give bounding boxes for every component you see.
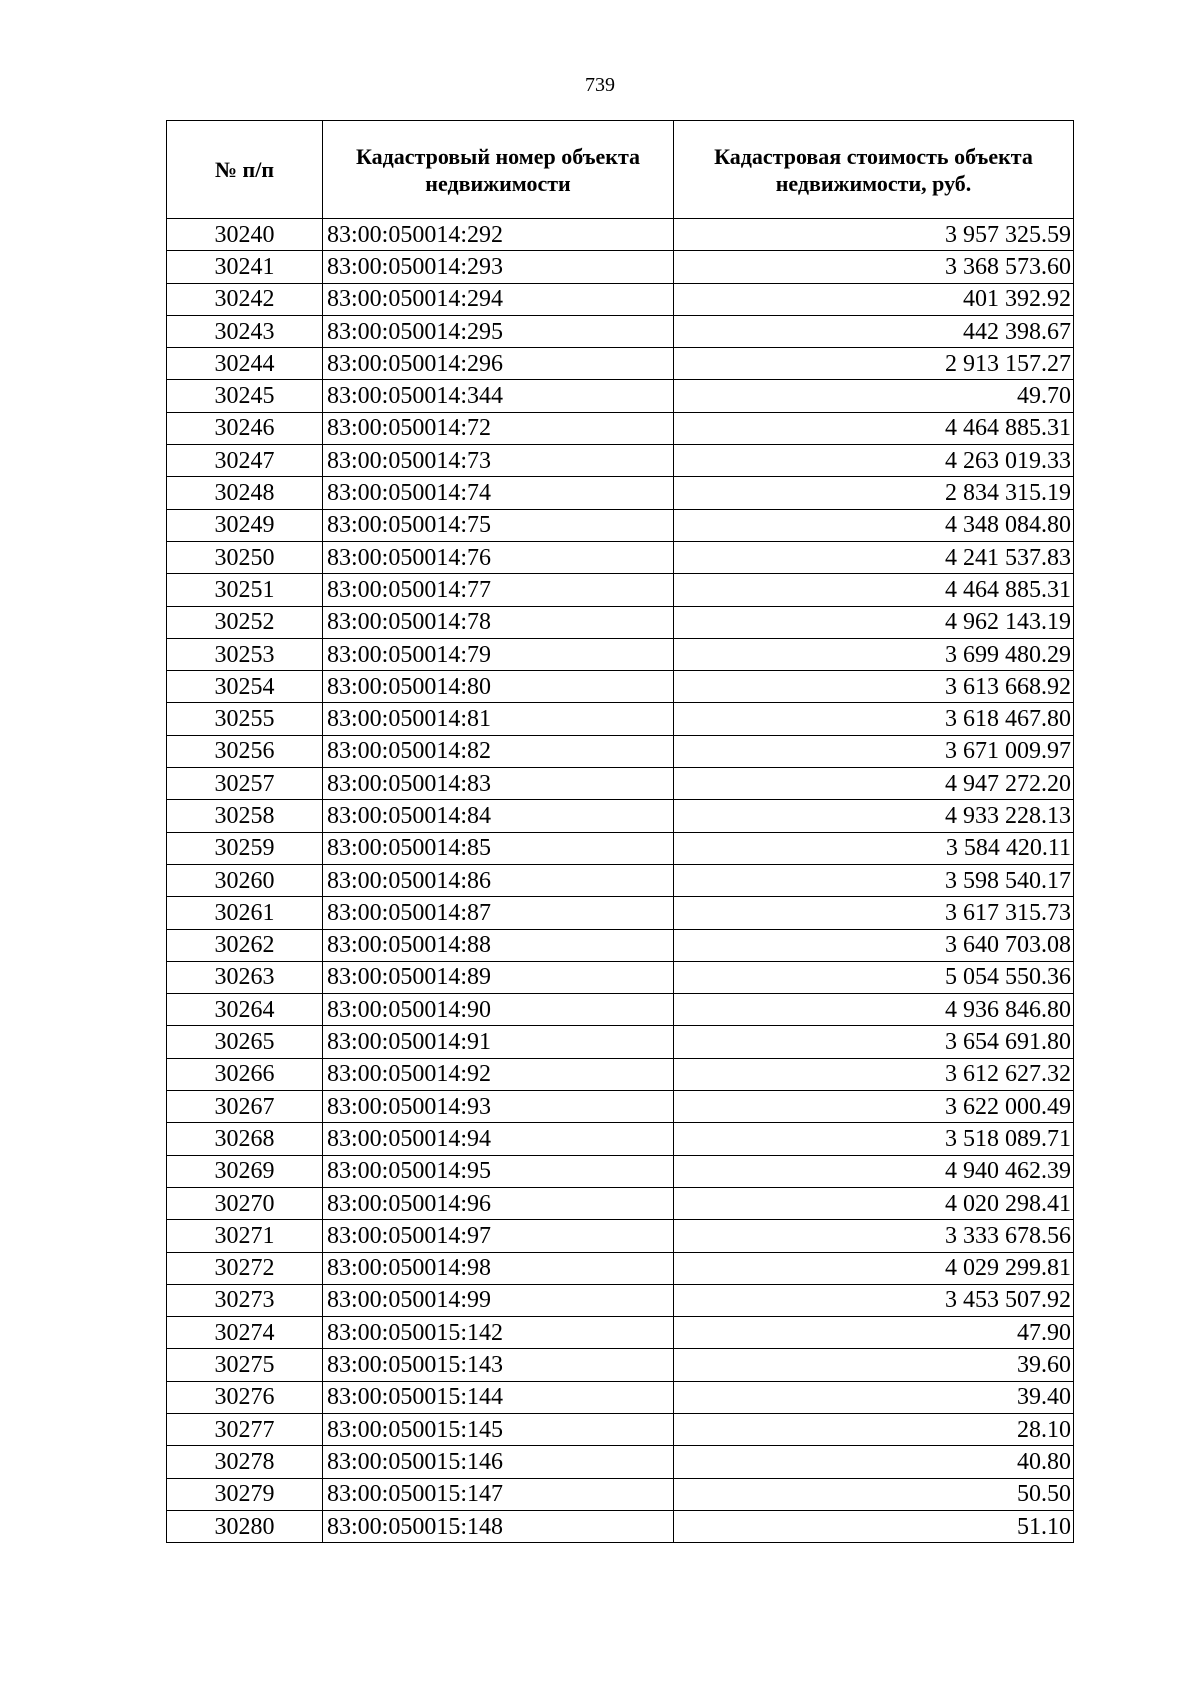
cadastral-value-cell: 4 936 846.80 [674, 994, 1074, 1026]
row-number-cell: 30278 [167, 1446, 323, 1478]
table-body [167, 219, 1074, 1543]
cadastral-number-cell: 83:00:050014:73 [323, 445, 674, 477]
cadastral-number-cell: 83:00:050015:142 [323, 1317, 674, 1349]
table-row [167, 897, 1074, 929]
row-number-cell: 30242 [167, 283, 323, 315]
cadastral-number-cell: 83:00:050015:145 [323, 1413, 674, 1445]
cadastral-value-cell: 4 241 537.83 [674, 541, 1074, 573]
cadastral-value-cell: 28.10 [674, 1413, 1074, 1445]
cadastral-value-cell: 4 348 084.80 [674, 509, 1074, 541]
table-row [167, 1478, 1074, 1510]
table-row [167, 1155, 1074, 1187]
cadastral-value-cell: 3 699 480.29 [674, 638, 1074, 670]
cadastral-value-cell: 47.90 [674, 1317, 1074, 1349]
row-number-cell: 30273 [167, 1284, 323, 1316]
cadastral-value-cell: 3 622 000.49 [674, 1091, 1074, 1123]
row-number-cell: 30258 [167, 800, 323, 832]
cadastral-number-cell: 83:00:050014:344 [323, 380, 674, 412]
row-number-cell: 30247 [167, 445, 323, 477]
cadastral-number-cell: 83:00:050014:95 [323, 1155, 674, 1187]
cadastral-value-cell: 40.80 [674, 1446, 1074, 1478]
cadastral-value-cell: 4 464 885.31 [674, 412, 1074, 444]
cadastral-value-cell: 3 618 467.80 [674, 703, 1074, 735]
cadastral-value-cell: 4 962 143.19 [674, 606, 1074, 638]
cadastral-value-cell: 4 947 272.20 [674, 768, 1074, 800]
header-cadastral-number: Кадастровый номер объекта недвижимости [323, 121, 674, 219]
row-number-cell: 30275 [167, 1349, 323, 1381]
cadastral-value-cell: 39.40 [674, 1381, 1074, 1413]
cadastral-number-cell: 83:00:050014:293 [323, 251, 674, 283]
cadastral-value-cell: 3 453 507.92 [674, 1284, 1074, 1316]
row-number-cell: 30264 [167, 994, 323, 1026]
row-number-cell: 30257 [167, 768, 323, 800]
cadastral-number-cell: 83:00:050014:72 [323, 412, 674, 444]
cadastral-value-cell: 3 584 420.11 [674, 832, 1074, 864]
cadastral-number-cell: 83:00:050014:85 [323, 832, 674, 864]
row-number-cell: 30280 [167, 1510, 323, 1542]
row-number-cell: 30246 [167, 412, 323, 444]
cadastral-value-cell: 401 392.92 [674, 283, 1074, 315]
cadastral-number-cell: 83:00:050014:77 [323, 574, 674, 606]
cadastral-number-cell: 83:00:050014:82 [323, 735, 674, 767]
cadastral-value-cell: 3 333 678.56 [674, 1220, 1074, 1252]
cadastral-value-cell: 2 913 157.27 [674, 348, 1074, 380]
cadastral-number-cell: 83:00:050014:91 [323, 1026, 674, 1058]
row-number-cell: 30248 [167, 477, 323, 509]
cadastral-number-cell: 83:00:050014:90 [323, 994, 674, 1026]
table-row [167, 1252, 1074, 1284]
row-number-cell: 30272 [167, 1252, 323, 1284]
row-number-cell: 30279 [167, 1478, 323, 1510]
cadastral-value-cell: 4 464 885.31 [674, 574, 1074, 606]
cadastral-number-cell: 83:00:050014:96 [323, 1187, 674, 1219]
cadastral-number-cell: 83:00:050014:80 [323, 671, 674, 703]
cadastral-value-cell: 3 612 627.32 [674, 1058, 1074, 1090]
cadastral-value-cell: 3 598 540.17 [674, 864, 1074, 896]
cadastral-number-cell: 83:00:050014:87 [323, 897, 674, 929]
row-number-cell: 30274 [167, 1317, 323, 1349]
table-row [167, 445, 1074, 477]
row-number-cell: 30240 [167, 219, 323, 251]
table-row [167, 541, 1074, 573]
cadastral-value-cell: 3 613 668.92 [674, 671, 1074, 703]
row-number-cell: 30255 [167, 703, 323, 735]
row-number-cell: 30245 [167, 380, 323, 412]
cadastral-value-cell: 3 518 089.71 [674, 1123, 1074, 1155]
table-row [167, 606, 1074, 638]
table-row [167, 1026, 1074, 1058]
table-row [167, 768, 1074, 800]
row-number-cell: 30265 [167, 1026, 323, 1058]
table-row [167, 638, 1074, 670]
table-row [167, 574, 1074, 606]
table-row [167, 800, 1074, 832]
cadastral-number-cell: 83:00:050015:143 [323, 1349, 674, 1381]
cadastral-number-cell: 83:00:050014:294 [323, 283, 674, 315]
row-number-cell: 30250 [167, 541, 323, 573]
cadastral-number-cell: 83:00:050014:84 [323, 800, 674, 832]
header-num: № п/п [167, 121, 323, 219]
cadastral-number-cell: 83:00:050014:98 [323, 1252, 674, 1284]
row-number-cell: 30271 [167, 1220, 323, 1252]
cadastral-number-cell: 83:00:050014:78 [323, 606, 674, 638]
row-number-cell: 30253 [167, 638, 323, 670]
row-number-cell: 30261 [167, 897, 323, 929]
table-row [167, 961, 1074, 993]
cadastral-table [166, 120, 1074, 1543]
cadastral-value-cell: 51.10 [674, 1510, 1074, 1542]
cadastral-number-cell: 83:00:050014:79 [323, 638, 674, 670]
table-row [167, 1187, 1074, 1219]
cadastral-value-cell: 3 368 573.60 [674, 251, 1074, 283]
table-row [167, 412, 1074, 444]
cadastral-value-cell: 3 957 325.59 [674, 219, 1074, 251]
row-number-cell: 30243 [167, 315, 323, 347]
row-number-cell: 30256 [167, 735, 323, 767]
cadastral-number-cell: 83:00:050014:88 [323, 929, 674, 961]
table-row [167, 1349, 1074, 1381]
table-row [167, 1284, 1074, 1316]
cadastral-number-cell: 83:00:050014:97 [323, 1220, 674, 1252]
table-row [167, 315, 1074, 347]
cadastral-value-cell: 4 940 462.39 [674, 1155, 1074, 1187]
table-row [167, 251, 1074, 283]
row-number-cell: 30260 [167, 864, 323, 896]
table-row [167, 1220, 1074, 1252]
table-row [167, 994, 1074, 1026]
cadastral-number-cell: 83:00:050014:295 [323, 315, 674, 347]
header-row [167, 121, 1074, 219]
table-row [167, 1317, 1074, 1349]
cadastral-value-cell: 2 834 315.19 [674, 477, 1074, 509]
table-row [167, 219, 1074, 251]
cadastral-number-cell: 83:00:050014:76 [323, 541, 674, 573]
table-row [167, 864, 1074, 896]
row-number-cell: 30251 [167, 574, 323, 606]
cadastral-number-cell: 83:00:050015:147 [323, 1478, 674, 1510]
cadastral-value-cell: 5 054 550.36 [674, 961, 1074, 993]
cadastral-number-cell: 83:00:050015:144 [323, 1381, 674, 1413]
cadastral-number-cell: 83:00:050014:89 [323, 961, 674, 993]
cadastral-value-cell: 3 671 009.97 [674, 735, 1074, 767]
cadastral-number-cell: 83:00:050014:86 [323, 864, 674, 896]
table-row [167, 735, 1074, 767]
row-number-cell: 30270 [167, 1187, 323, 1219]
cadastral-value-cell: 39.60 [674, 1349, 1074, 1381]
row-number-cell: 30244 [167, 348, 323, 380]
row-number-cell: 30277 [167, 1413, 323, 1445]
row-number-cell: 30269 [167, 1155, 323, 1187]
cadastral-number-cell: 83:00:050014:74 [323, 477, 674, 509]
page-number: 739 [585, 74, 615, 96]
row-number-cell: 30254 [167, 671, 323, 703]
cadastral-value-cell: 3 617 315.73 [674, 897, 1074, 929]
table-row [167, 283, 1074, 315]
table-row [167, 1058, 1074, 1090]
row-number-cell: 30262 [167, 929, 323, 961]
cadastral-number-cell: 83:00:050014:93 [323, 1091, 674, 1123]
row-number-cell: 30263 [167, 961, 323, 993]
cadastral-value-cell: 4 029 299.81 [674, 1252, 1074, 1284]
row-number-cell: 30241 [167, 251, 323, 283]
table-row [167, 671, 1074, 703]
header-cadastral-value: Кадастровая стоимость объекта недвижимости, руб. [674, 121, 1074, 219]
cadastral-value-cell: 4 933 228.13 [674, 800, 1074, 832]
cadastral-number-cell: 83:00:050014:81 [323, 703, 674, 735]
table-row [167, 348, 1074, 380]
table-row [167, 703, 1074, 735]
table-row [167, 1446, 1074, 1478]
row-number-cell: 30267 [167, 1091, 323, 1123]
row-number-cell: 30276 [167, 1381, 323, 1413]
table-row [167, 929, 1074, 961]
cadastral-value-cell: 442 398.67 [674, 315, 1074, 347]
row-number-cell: 30266 [167, 1058, 323, 1090]
cadastral-number-cell: 83:00:050015:146 [323, 1446, 674, 1478]
cadastral-number-cell: 83:00:050014:83 [323, 768, 674, 800]
cadastral-value-cell: 3 640 703.08 [674, 929, 1074, 961]
row-number-cell: 30252 [167, 606, 323, 638]
cadastral-number-cell: 83:00:050014:296 [323, 348, 674, 380]
table-row [167, 509, 1074, 541]
row-number-cell: 30249 [167, 509, 323, 541]
cadastral-number-cell: 83:00:050014:92 [323, 1058, 674, 1090]
table-row [167, 832, 1074, 864]
table-row [167, 1091, 1074, 1123]
cadastral-number-cell: 83:00:050015:148 [323, 1510, 674, 1542]
cadastral-number-cell: 83:00:050014:75 [323, 509, 674, 541]
row-number-cell: 30268 [167, 1123, 323, 1155]
table-row [167, 477, 1074, 509]
table-row [167, 380, 1074, 412]
cadastral-value-cell: 4 263 019.33 [674, 445, 1074, 477]
row-number-cell: 30259 [167, 832, 323, 864]
cadastral-number-cell: 83:00:050014:292 [323, 219, 674, 251]
table-row [167, 1413, 1074, 1445]
cadastral-value-cell: 50.50 [674, 1478, 1074, 1510]
cadastral-number-cell: 83:00:050014:94 [323, 1123, 674, 1155]
table-row [167, 1123, 1074, 1155]
cadastral-value-cell: 4 020 298.41 [674, 1187, 1074, 1219]
cadastral-number-cell: 83:00:050014:99 [323, 1284, 674, 1316]
table-row [167, 1510, 1074, 1542]
cadastral-value-cell: 3 654 691.80 [674, 1026, 1074, 1058]
cadastral-value-cell: 49.70 [674, 380, 1074, 412]
table-header [167, 121, 1074, 219]
table-row [167, 1381, 1074, 1413]
